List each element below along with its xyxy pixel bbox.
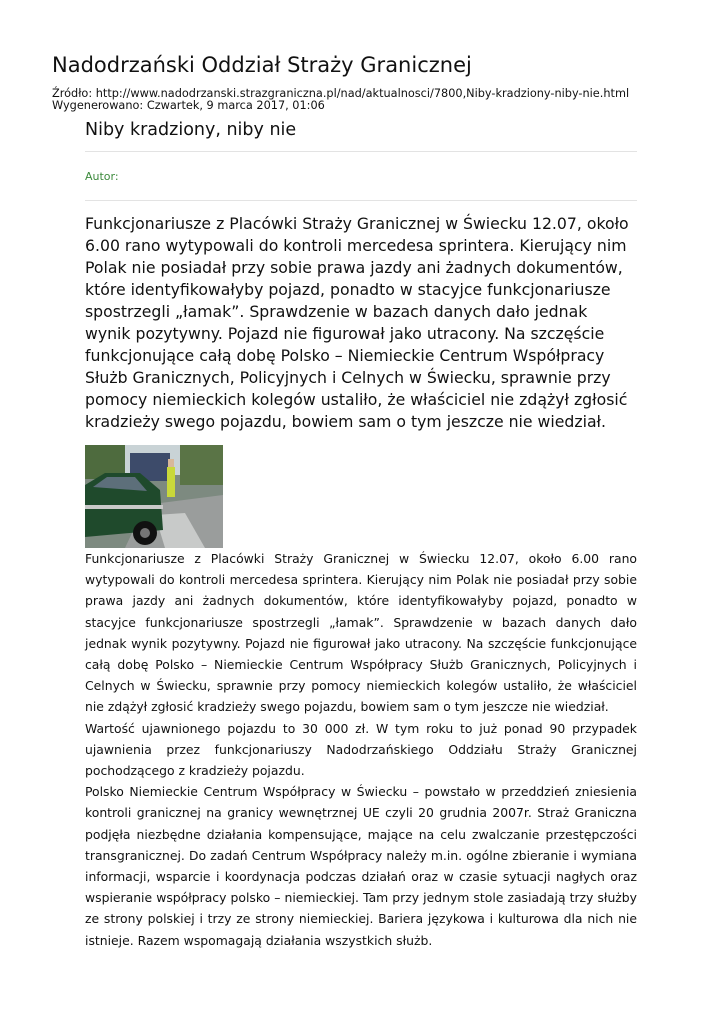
article-title: Niby kradziony, niby nie	[85, 117, 637, 152]
site-title: Nadodrzański Oddział Straży Granicznej	[52, 53, 472, 77]
body-paragraph: Funkcjonariusze z Placówki Straży Granicznej w Świecku 12.07, około 6.00 rano wytypowali do kontroli mercedesa sprintera. Kierujący nim Polak nie posiadał przy sobie prawa jazdy ani żadnych dokumentów, które identyfikowałyby pojazd, ponadto w stacyjce funkcjonariusze spostrzegli „łamak”. Sprawdzenie w bazach danych dało jednak wynik pozytywny. Pojazd nie figurował jako utracony. Na szczęście funkcjonujące całą dobę Polsko – Niemieckie Centrum Współpracy Służb Granicznych, Policyjnych i Celnych w Świecku, sprawnie przy pomocy niemieckich kolegów ustaliło, że właściciel nie zdążył zgłosić kradzieży swego pojazdu, bowiem sam o tym jeszcze nie wiedział.	[85, 551, 637, 715]
article-lead: Funkcjonariusze z Placówki Straży Granicznej w Świecku 12.07, około 6.00 rano wytypowali do kontroli mercedesa sprintera. Kierujący nim Polak nie posiadał przy sobie prawa jazdy ani żadnych dokumentów, które identyfikowałyby pojazd, ponadto w stacyjce funkcjonariusze spostrzegli „łamak”. Sprawdzenie w bazach danych dało jednak wynik pozytywny. Pojazd nie figurował jako utracony. Na szczęście funkcjonujące całą dobę Polsko – Niemieckie Centrum Współpracy Służb Granicznych, Policyjnych i Celnych w Świecku, sprawnie przy pomocy niemieckich kolegów ustaliło, że właściciel nie zdążył zgłosić kradzieży swego pojazdu, bowiem sam o tym jeszcze nie wiedział.	[85, 214, 629, 431]
generated-date: Wygenerowano: Czwartek, 9 marca 2017, 01:06	[52, 99, 325, 112]
article-photo	[85, 445, 223, 548]
body-paragraph: Polsko Niemieckie Centrum Współpracy w Świecku – powstało w przeddzień zniesienia kontroli granicznej na granicy wewnętrznej UE czyli 20 grudnia 2007r. Straż Graniczna podjęła niezbędne działania kompensujące, mające na celu zwalczanie przestępczości transgranicznej. Do zadań Centrum Współpracy należy m.in. ogólne zbieranie i wymiana informacji, wsparcie i koordynacja podczas działań oraz w czasie sytuacji nagłych oraz wspieranie współpracy polsko – niemieckiej. Tam przy jednym stole zasiadają trzy służby ze strony polskiej i trzy ze strony niemieckiej. Bariera językowa i kulturowa dla nich nie istnieje. Razem wspomagają działania wszystkich służb.	[85, 784, 637, 948]
author-label: Autor:	[85, 152, 637, 201]
body-paragraph: Wartość ujawnionego pojazdu to 30 000 zł. W tym roku to już ponad 90 przypadek ujawnienia przez funkcjonariuszy Nadodrzańskiego Oddziału Straży Granicznej pochodzącego z kradzieży pojazdu.	[85, 720, 637, 779]
source-url: Źródło: http://www.nadodrzanski.strazgraniczna.pl/nad/aktualnosci/7800,Niby-kradziony-niby-nie.html	[52, 87, 630, 100]
page-meta	[52, 88, 629, 112]
article	[85, 117, 637, 951]
article-body	[85, 548, 637, 951]
